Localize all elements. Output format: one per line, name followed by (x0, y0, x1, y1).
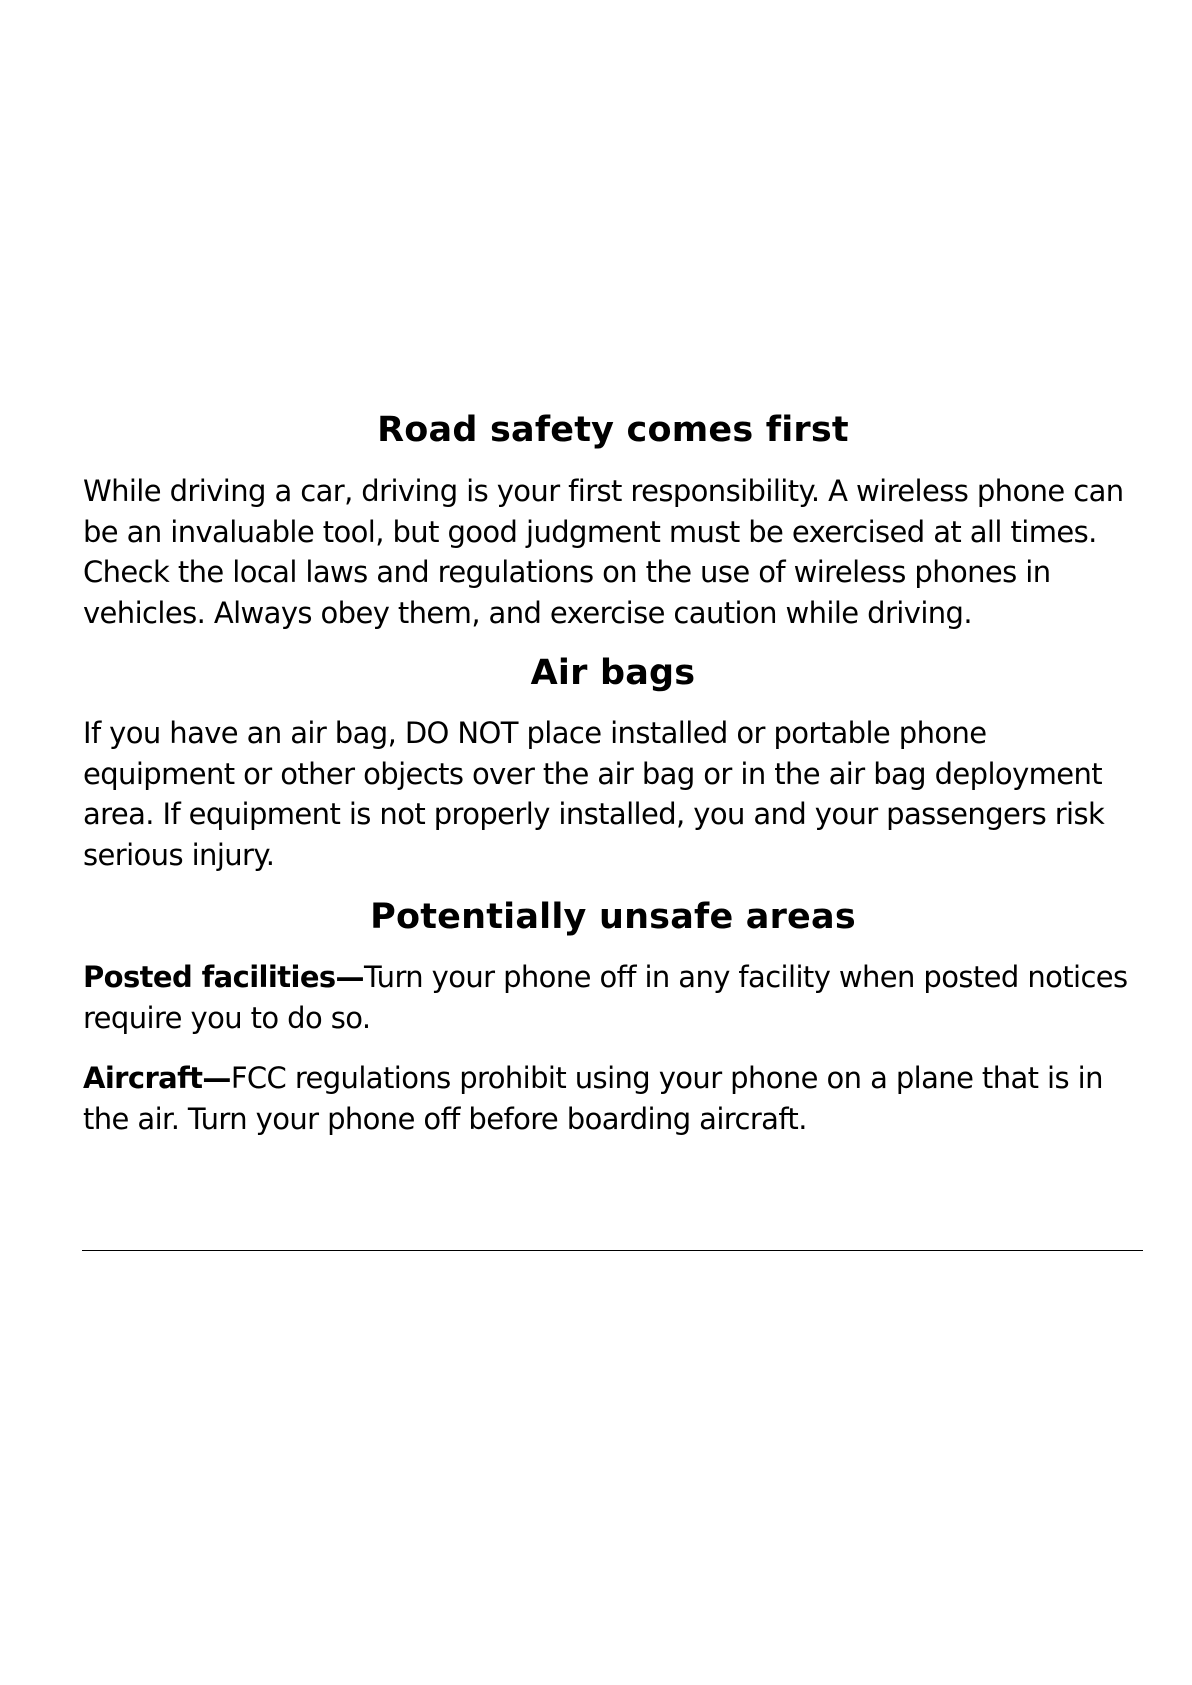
lead-aircraft: Aircraft— (83, 1061, 231, 1095)
section-heading-air-bags: Air bags (530, 653, 696, 693)
paragraph-posted-facilities (83, 957, 1143, 1038)
document-body (83, 404, 1143, 1139)
section-heading-unsafe-areas: Potentially unsafe areas (370, 897, 856, 937)
text-posted-facilities: Turn your phone off in any facility when posted notices require you to do so. (83, 960, 1128, 1035)
paragraph-road-safety: While driving a car, driving is your first responsibility. A wireless phone can be an invaluable tool, but good judgment must be exercised at all times. Check the local laws and regulations on the use of wireless phones in vehicles. Always obey them, and exercise caution while driving. (83, 474, 1124, 630)
paragraph-aircraft (83, 1058, 1143, 1139)
horizontal-rule (82, 1250, 1143, 1251)
text-aircraft: FCC regulations prohibit using your phone on a plane that is in the air. Turn your phone off before boarding aircraft. (83, 1061, 1103, 1136)
section-heading-road-safety: Road safety comes first (377, 410, 849, 450)
paragraph-air-bags: If you have an air bag, DO NOT place installed or portable phone equipment or other objects over the air bag or in the air bag deployment area. If equipment is not properly installed, you and your passengers risk serious injury. (83, 716, 1105, 872)
lead-posted-facilities: Posted facilities— (83, 960, 364, 994)
